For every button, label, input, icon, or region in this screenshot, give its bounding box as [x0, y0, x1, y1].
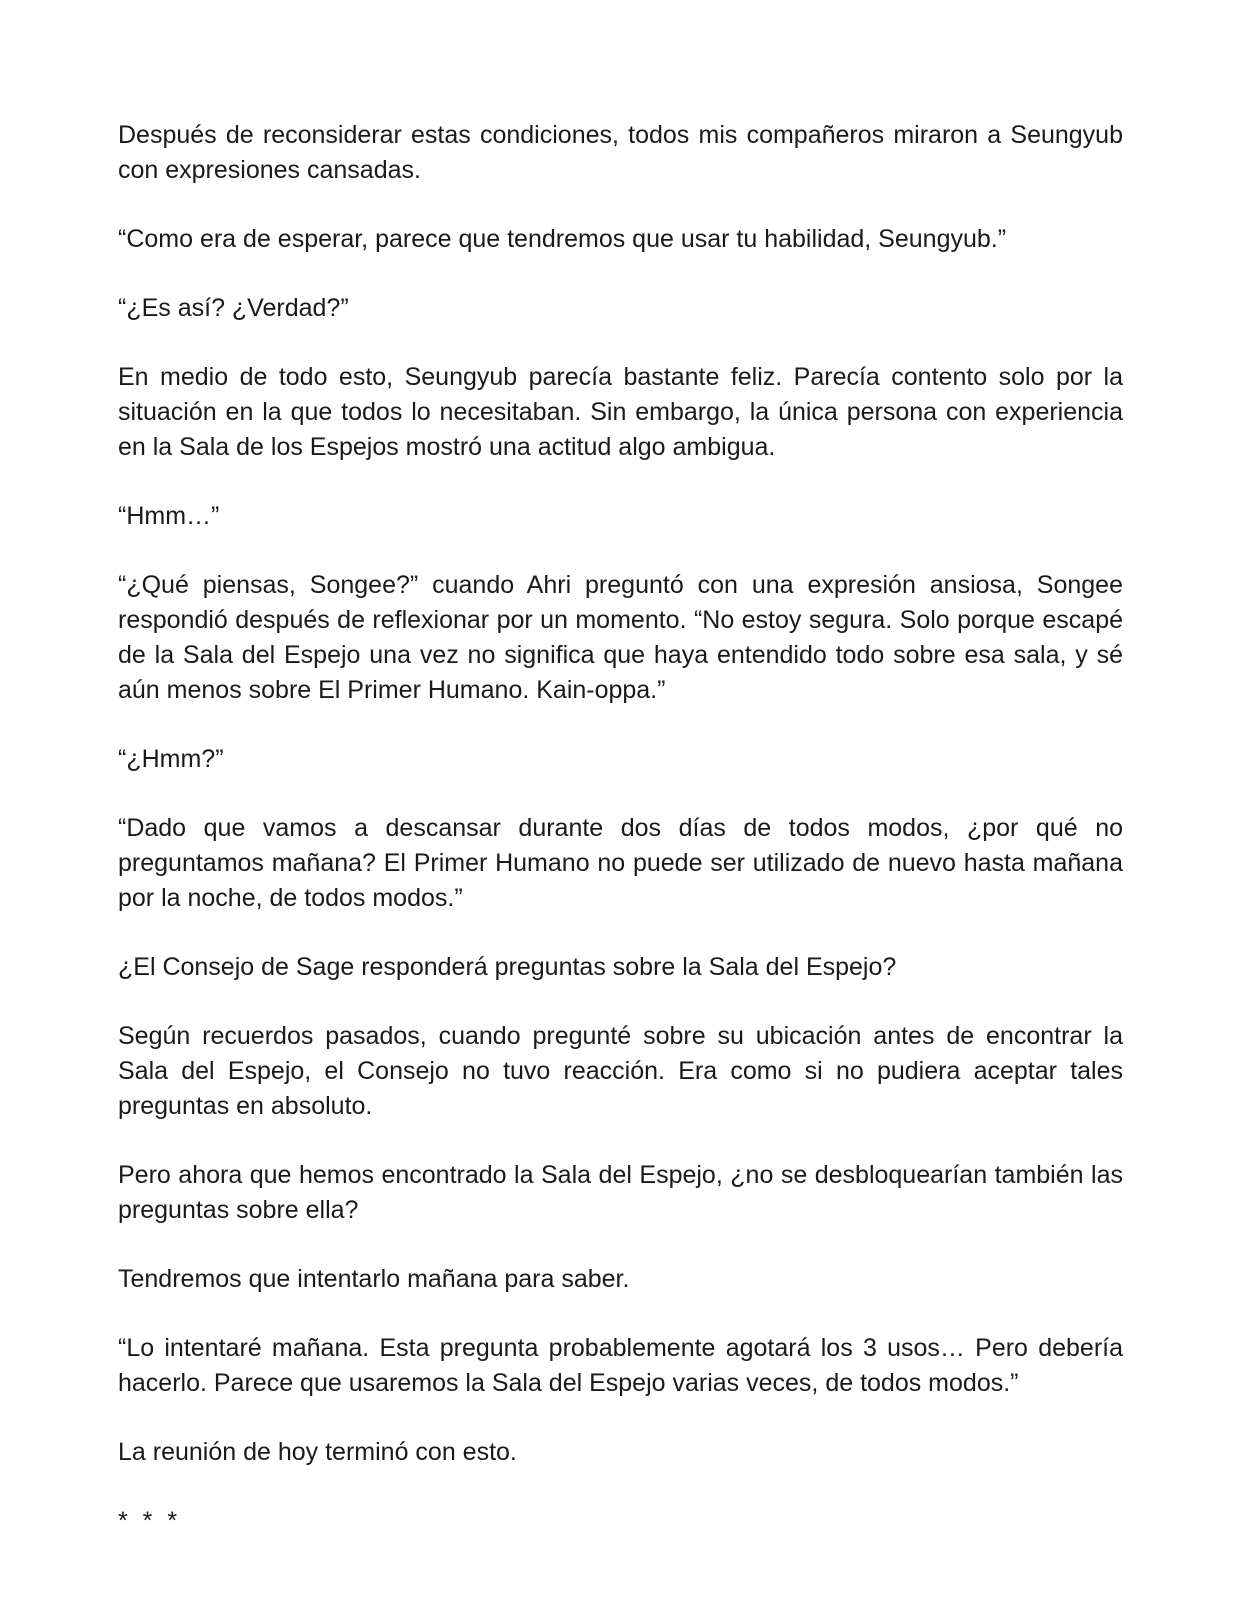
- paragraph: La reunión de hoy terminó con esto.: [118, 1438, 517, 1466]
- paragraph: “¿Es así? ¿Verdad?”: [118, 294, 349, 322]
- paragraph: “Hmm…”: [118, 502, 220, 530]
- paragraph: “¿Hmm?”: [118, 745, 224, 773]
- paragraph: “¿Qué piensas, Songee?” cuando Ahri preguntó con una expresión ansiosa, Songee respondió después de reflexionar por un momento. “No estoy segura. Solo porque escapé de la Sala del Espejo una vez no significa que haya entendido todo sobre esa sala, y sé aún menos sobre El Primer Humano. Kain-oppa.”: [118, 571, 1123, 704]
- paragraph: Pero ahora que hemos encontrado la Sala del Espejo, ¿no se desbloquearían también las preguntas sobre ella?: [118, 1161, 1123, 1224]
- body-text: [118, 118, 1123, 1539]
- paragraph: “Dado que vamos a descansar durante dos días de todos modos, ¿por qué no preguntamos mañana? El Primer Humano no puede ser utilizado de nuevo hasta mañana por la noche, de todos modos.”: [118, 814, 1123, 912]
- paragraph: Tendremos que intentarlo mañana para saber.: [118, 1265, 630, 1293]
- paragraph: “Lo intentaré mañana. Esta pregunta probablemente agotará los 3 usos… Pero debería hacerlo. Parece que usaremos la Sala del Espejo varias veces, de todos modos.”: [118, 1334, 1123, 1397]
- paragraph: “Como era de esperar, parece que tendremos que usar tu habilidad, Seungyub.”: [118, 225, 1007, 253]
- paragraph: ¿El Consejo de Sage responderá preguntas sobre la Sala del Espejo?: [118, 953, 897, 981]
- paragraph: Según recuerdos pasados, cuando pregunté sobre su ubicación antes de encontrar la Sala del Espejo, el Consejo no tuvo reacción. Era como si no pudiera aceptar tales preguntas en absoluto.: [118, 1022, 1123, 1120]
- paragraph: En medio de todo esto, Seungyub parecía bastante feliz. Parecía contento solo por la situación en la que todos lo necesitaban. Sin embargo, la única persona con experiencia en la Sala de los Espejos mostró una actitud algo ambigua.: [118, 363, 1123, 461]
- paragraph: Después de reconsiderar estas condiciones, todos mis compañeros miraron a Seungyub con expresiones cansadas.: [118, 121, 1123, 184]
- scene-separator: * * *: [118, 1507, 182, 1535]
